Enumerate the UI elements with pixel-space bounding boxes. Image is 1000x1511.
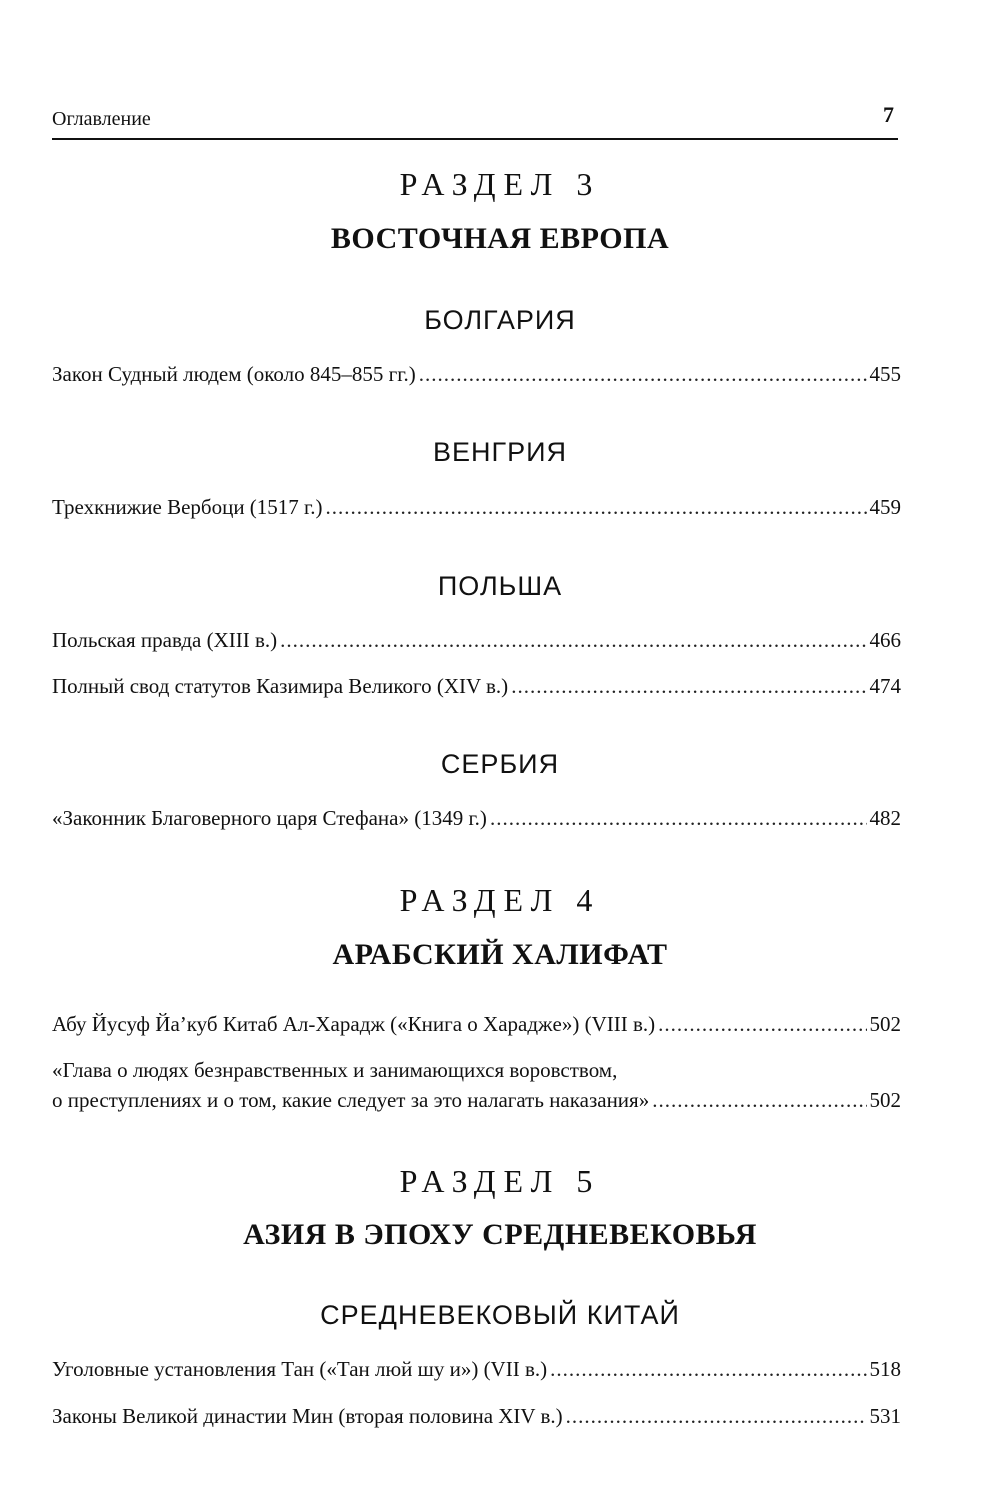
toc-entry-title-line1[interactable]: «Глава о людях безнравственных и занимающихся воровством, xyxy=(52,1058,618,1082)
toc-entry-page: 502 xyxy=(869,1088,901,1112)
toc-entry[interactable] xyxy=(52,362,901,392)
toc-entry[interactable] xyxy=(52,1088,901,1118)
country-poland: ПОЛЬША xyxy=(437,571,563,601)
country-medieval-china: СРЕДНЕВЕКОВЫЙ КИТАЙ xyxy=(320,1300,680,1330)
running-header xyxy=(52,102,898,140)
toc-entry-title: Уголовные установления Тан («Тан люй шу и») (VII в.) xyxy=(52,1357,548,1381)
section-3-label: РАЗДЕЛ 3 xyxy=(399,166,601,202)
dot-leader xyxy=(658,1012,866,1037)
section-5-title: АЗИЯ В ЭПОХУ СРЕДНЕВЕКОВЬЯ xyxy=(243,1218,757,1251)
page-number: 7 xyxy=(883,102,894,127)
dot-leader xyxy=(511,674,866,699)
dot-leader xyxy=(419,362,867,387)
toc-entry-title: «Законник Благоверного царя Стефана» (1349 г.) xyxy=(52,806,487,830)
toc-entry[interactable] xyxy=(52,674,901,704)
section-4-title: АРАБСКИЙ ХАЛИФАТ xyxy=(332,938,668,971)
section-3-title: ВОСТОЧНАЯ ЕВРОПА xyxy=(330,222,670,255)
section-5-label: РАЗДЕЛ 5 xyxy=(399,1163,601,1199)
dot-leader xyxy=(566,1404,867,1429)
toc-entry-title: Полный свод статутов Казимира Великого (XIV в.) xyxy=(52,674,509,698)
country-serbia: СЕРБИЯ xyxy=(440,749,560,779)
toc-entry[interactable] xyxy=(52,495,901,525)
toc-entry[interactable] xyxy=(52,1357,901,1387)
toc-entry-title: Закон Судный людем (около 845–855 гг.) xyxy=(52,362,416,386)
toc-entry[interactable] xyxy=(52,806,901,836)
dot-leader xyxy=(490,806,867,831)
toc-entry-title: о преступлениях и о том, какие следует за это налагать наказания» xyxy=(52,1088,650,1112)
dot-leader xyxy=(652,1088,866,1113)
dot-leader xyxy=(326,495,867,520)
toc-entry-page: 531 xyxy=(869,1404,901,1428)
dot-leader xyxy=(280,628,866,653)
toc-entry-page: 466 xyxy=(869,628,901,652)
toc-entry-title: Абу Йусуф Йа’куб Китаб Ал-Харадж («Книга о Хараджe») (VIII в.) xyxy=(52,1012,656,1036)
toc-entry-title: Законы Великой династии Мин (вторая половина XIV в.) xyxy=(52,1404,563,1428)
toc-entry-title: Трехкнижие Вербоци (1517 г.) xyxy=(52,495,323,519)
toc-entry-page: 474 xyxy=(869,674,901,698)
country-bulgaria: БОЛГАРИЯ xyxy=(424,305,576,335)
toc-entry-page: 455 xyxy=(869,362,901,386)
toc-entry[interactable] xyxy=(52,1404,901,1434)
running-header-title: Оглавление xyxy=(52,108,151,130)
toc-entry-page: 502 xyxy=(869,1012,901,1036)
toc-entry[interactable] xyxy=(52,1012,901,1042)
country-hungary: ВЕНГРИЯ xyxy=(432,437,568,467)
toc-entry-page: 459 xyxy=(869,495,901,519)
toc-entry-page: 518 xyxy=(869,1357,901,1381)
toc-entry-page: 482 xyxy=(869,806,901,830)
dot-leader xyxy=(550,1357,866,1382)
section-4-label: РАЗДЕЛ 4 xyxy=(399,882,601,918)
toc-entry[interactable] xyxy=(52,628,901,658)
toc-entry-title: Польская правда (XIII в.) xyxy=(52,628,278,652)
